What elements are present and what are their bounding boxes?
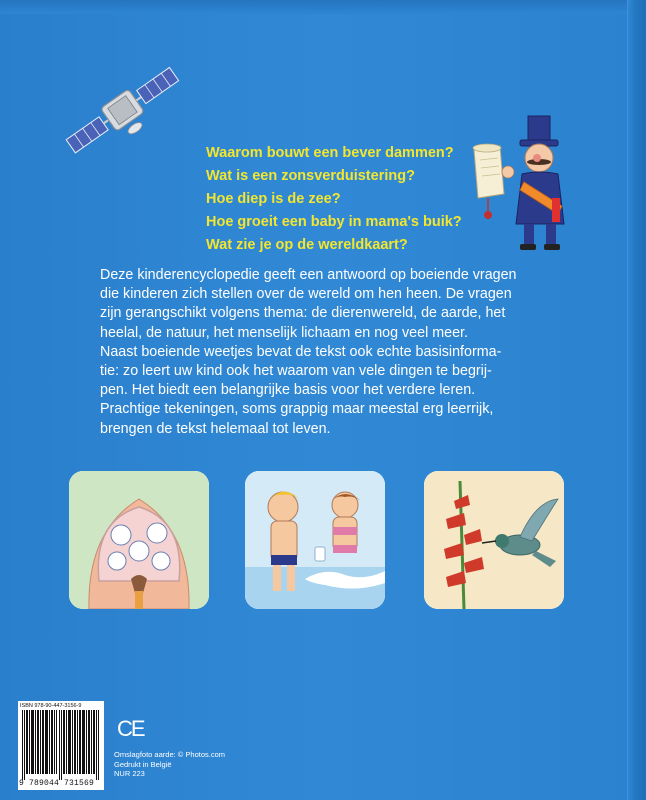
ean-digits: 9 789044 731569 [19, 779, 95, 788]
description-line: die kinderen zich stellen over de wereld om hen heen. De vragen [100, 286, 512, 303]
question-item: Waarom bouwt een bever dammen? [206, 145, 454, 161]
brain-illustration-tile [69, 471, 209, 609]
question-item: Hoe diep is de zee? [206, 191, 341, 207]
hummingbird-illustration-tile [424, 471, 564, 609]
isbn-text: ISBN 978-90-447-3156-9 [20, 703, 82, 709]
question-item: Wat zie je op de wereldkaart? [206, 237, 408, 253]
children-water-illustration-tile [245, 471, 385, 609]
credits [114, 750, 225, 779]
description-line: pen. Het biedt een belangrijke basis voor het verdere leren. [100, 382, 476, 399]
question-item: Wat is een zonsverduistering? [206, 168, 415, 184]
description-line: Deze kinderencyclopedie geeft een antwoord op boeiende vragen [100, 267, 517, 283]
description-text [100, 266, 570, 439]
question-list [206, 142, 466, 257]
description-line: brengen de tekst helemaal tot leven. [100, 420, 331, 437]
mayor-character-illustration [466, 112, 576, 252]
credit-line: Gedrukt in België [114, 759, 172, 769]
question-item: Hoe groeit een baby in mama's buik? [206, 214, 462, 230]
description-line: Naast boeiende weetjes bevat de tekst ook echte basisinforma- [100, 343, 502, 360]
barcode [18, 701, 104, 790]
description-line: heelal, de natuur, het menselijk lichaam en nog veel meer. [100, 324, 468, 341]
ce-mark: CE [117, 716, 144, 741]
description-line: tie: zo leert uw kind ook het waarom van vele dingen te begrij- [100, 363, 492, 380]
cover-spine-edge [627, 0, 646, 800]
barcode-bars [22, 710, 100, 780]
satellite-illustration [58, 52, 188, 170]
credit-line: NUR 223 [114, 769, 145, 778]
cover-top-edge [0, 0, 646, 14]
description-line: zijn gerangschikt volgens thema: de dierenwereld, de aarde, het [100, 305, 506, 322]
description-line: Prachtige tekeningen, soms grappig maar meestal erg leerrijk, [100, 401, 494, 418]
credit-line: Omslagfoto aarde: © Photos.com [114, 750, 225, 759]
